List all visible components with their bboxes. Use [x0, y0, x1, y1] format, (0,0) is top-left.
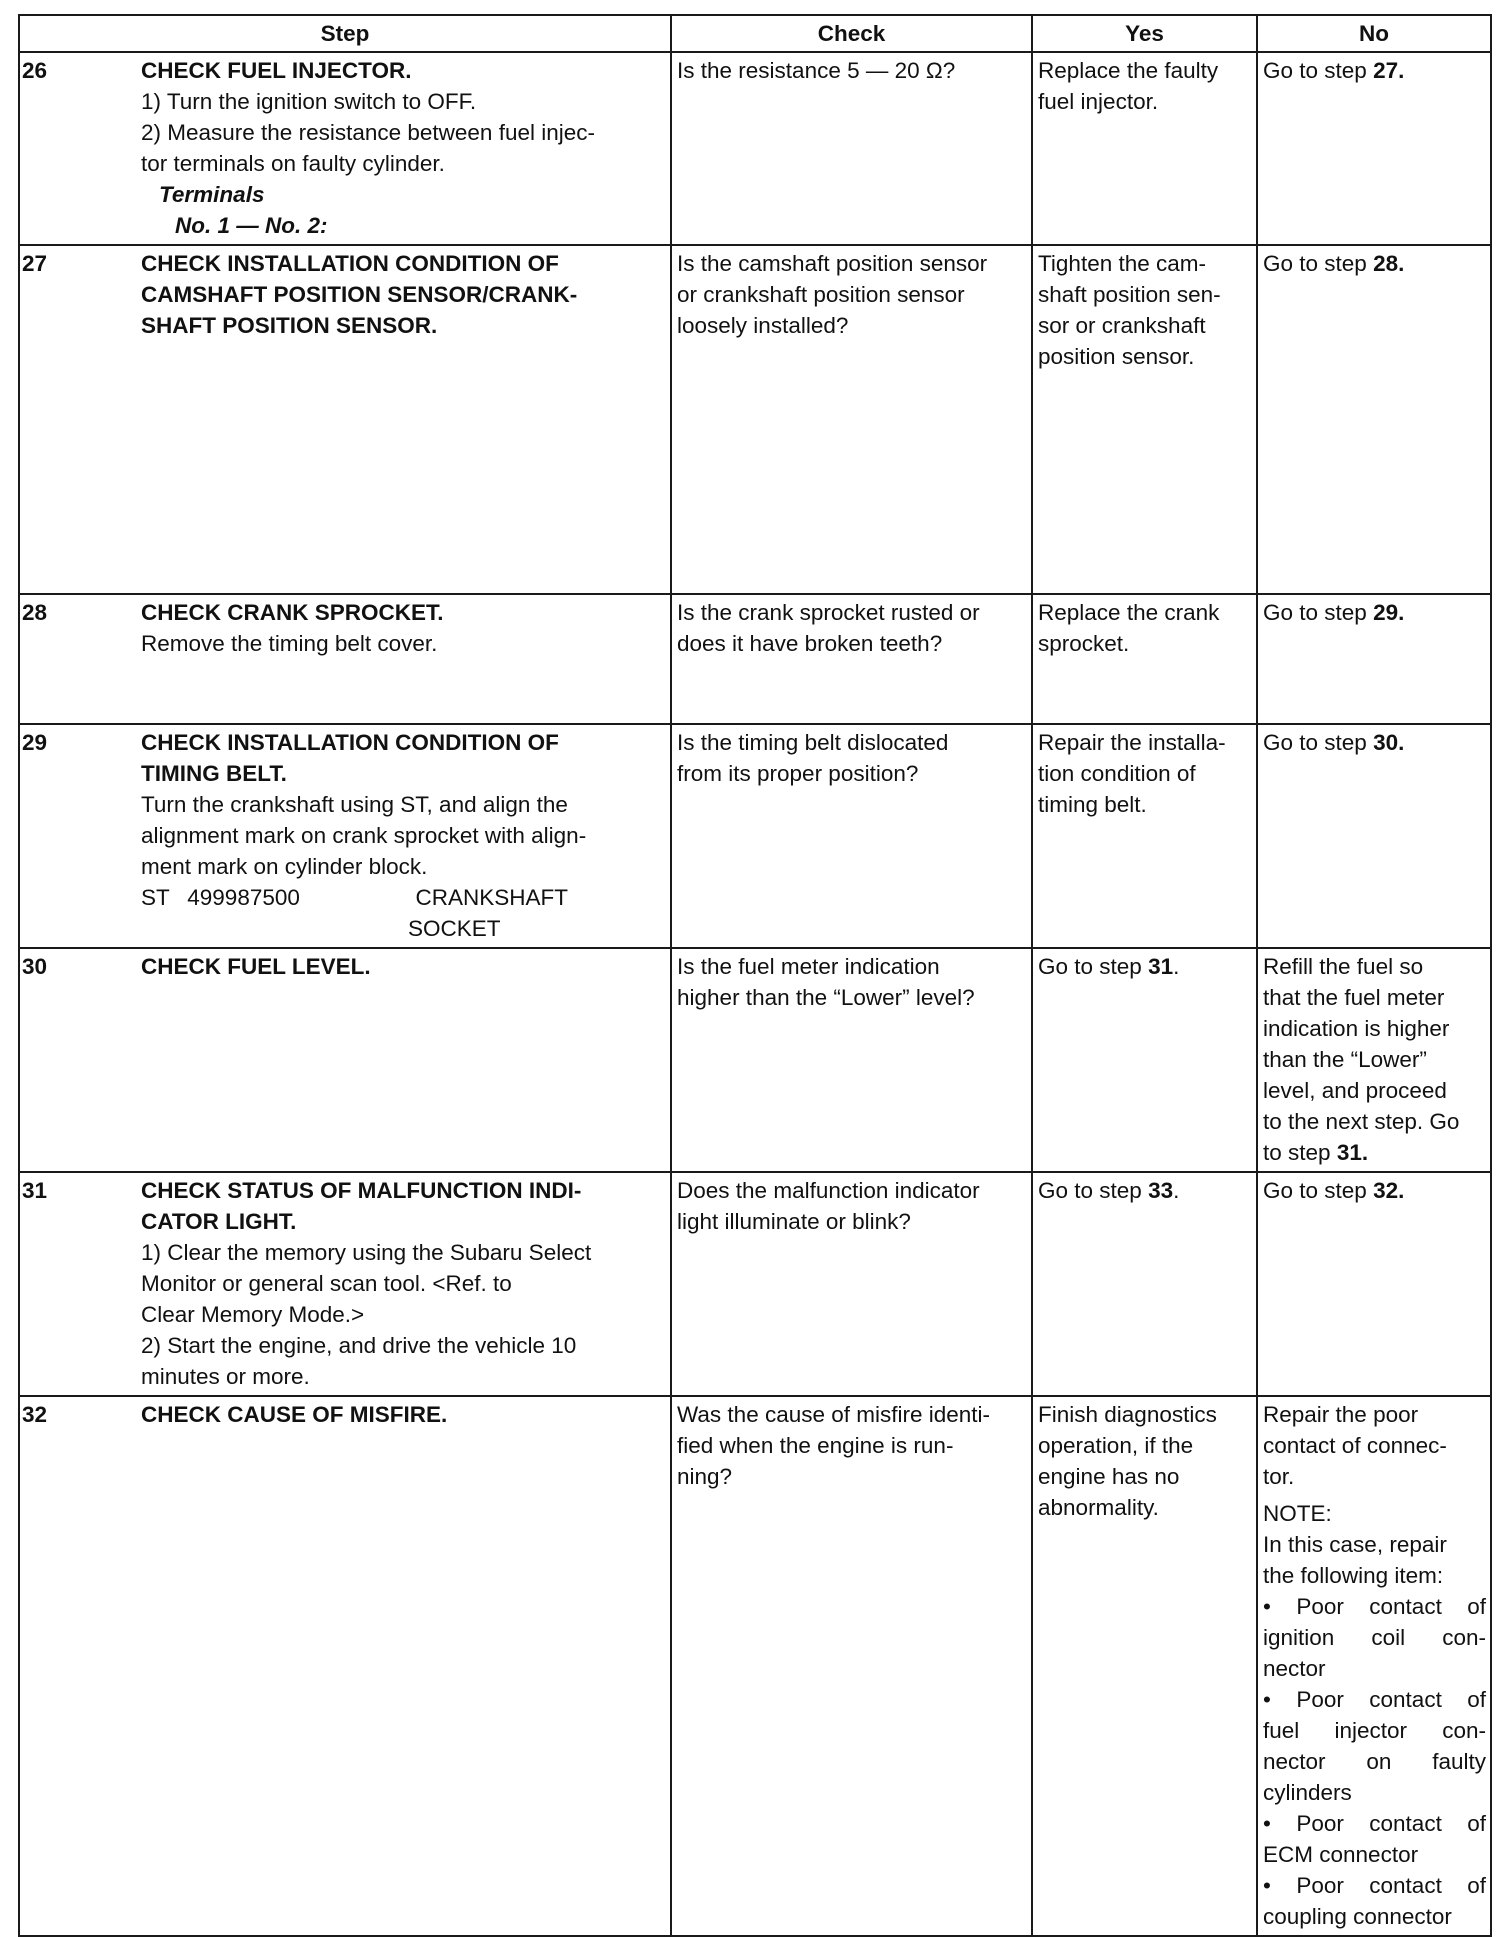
- step-title: CHECK INSTALLATION CONDITION OF: [141, 730, 559, 755]
- step-cell: [139, 594, 671, 724]
- bullet-item: [1263, 1591, 1486, 1684]
- yes-end: .: [1173, 954, 1180, 979]
- step-cell: [139, 1396, 671, 1936]
- yes-line: position sensor.: [1038, 344, 1195, 369]
- step-title: CAMSHAFT POSITION SENSOR/CRANK-: [141, 282, 578, 307]
- no-line: indication is higher: [1263, 1016, 1450, 1041]
- table-row: [19, 594, 1491, 724]
- no-text: Go to step: [1263, 251, 1374, 276]
- check-line: Was the cause of misfire identi-: [677, 1402, 991, 1427]
- yes-line: timing belt.: [1038, 792, 1147, 817]
- bullet-line: nector on faulty: [1263, 1749, 1487, 1774]
- step-cell: [139, 245, 671, 594]
- no-step-ref: 28.: [1373, 251, 1405, 276]
- yes-text: Go to step: [1038, 1178, 1149, 1203]
- bullet-line: ECM connector: [1263, 1842, 1419, 1867]
- bullet-item: [1263, 1684, 1486, 1808]
- no-text: to step: [1263, 1140, 1337, 1165]
- bullet-item: [1263, 1870, 1486, 1932]
- yes-step-ref: 33: [1148, 1178, 1174, 1203]
- st-part-number: 499987500: [187, 885, 300, 910]
- no-cell: [1257, 52, 1491, 245]
- step-title: SHAFT POSITION SENSOR.: [141, 313, 438, 338]
- table-row: [19, 1172, 1491, 1396]
- no-cell: [1257, 724, 1491, 948]
- step-title: CHECK FUEL LEVEL.: [141, 954, 371, 979]
- yes-cell: Replace the faulty fuel injector.: [1032, 52, 1257, 245]
- note-line: In this case, repair: [1263, 1532, 1447, 1557]
- no-text: Go to step: [1263, 600, 1374, 625]
- no-line: to the next step. Go: [1263, 1109, 1460, 1134]
- step-line: alignment mark on crank sprocket with align-: [141, 823, 587, 848]
- note-label: NOTE:: [1263, 1501, 1332, 1526]
- bullet-line: • Poor contact of: [1263, 1811, 1487, 1836]
- table-row: [19, 245, 1491, 594]
- yes-cell: [1032, 1396, 1257, 1936]
- note-line: the following item:: [1263, 1563, 1444, 1588]
- yes-end: .: [1173, 1178, 1180, 1203]
- check-line: light illuminate or blink?: [677, 1209, 911, 1234]
- no-line: Repair the poor: [1263, 1402, 1419, 1427]
- yes-step-ref: 31: [1148, 954, 1174, 979]
- terminals-label: Terminals: [159, 182, 265, 207]
- no-line: level, and proceed: [1263, 1078, 1447, 1103]
- no-line: tor.: [1263, 1464, 1295, 1489]
- no-line: [1263, 1137, 1486, 1168]
- bullet-line: coupling connector: [1263, 1904, 1452, 1929]
- bullet-line: • Poor contact of: [1263, 1594, 1487, 1619]
- check-cell: [671, 245, 1032, 594]
- check-cell: [671, 1172, 1032, 1396]
- yes-line: shaft position sen-: [1038, 282, 1221, 307]
- bullet-item: [1263, 1808, 1486, 1870]
- diagnostic-table: [18, 14, 1492, 1937]
- check-cell: [671, 1396, 1032, 1936]
- header-step: Step: [19, 15, 671, 52]
- yes-cell: [1032, 245, 1257, 594]
- yes-line: sor or crankshaft: [1038, 313, 1206, 338]
- check-line: loosely installed?: [677, 313, 849, 338]
- header-no: No: [1257, 15, 1491, 52]
- table-row: [19, 52, 1491, 245]
- check-line: from its proper position?: [677, 761, 919, 786]
- no-cell: [1257, 948, 1491, 1172]
- no-step-ref: 32.: [1373, 1178, 1405, 1203]
- header-check: Check: [671, 15, 1032, 52]
- yes-line: sprocket.: [1038, 631, 1130, 656]
- bullet-line: nector: [1263, 1656, 1326, 1681]
- table-row: [19, 948, 1491, 1172]
- check-line: fied when the engine is run-: [677, 1433, 954, 1458]
- step-number: 30: [19, 948, 139, 1172]
- check-line: higher than the “Lower” level?: [677, 985, 975, 1010]
- check-line: Is the camshaft position sensor: [677, 251, 988, 276]
- step-cell: [139, 948, 671, 1172]
- header-row: [19, 15, 1491, 52]
- step-line: tor terminals on faulty cylinder.: [141, 151, 445, 176]
- no-cell: [1257, 1396, 1491, 1936]
- check-cell: [671, 948, 1032, 1172]
- yes-line: engine has no: [1038, 1464, 1180, 1489]
- table-row: [19, 1396, 1491, 1936]
- step-line: ment mark on cylinder block.: [141, 854, 428, 879]
- step-title: CHECK INSTALLATION CONDITION OF: [141, 251, 559, 276]
- check-line: ning?: [677, 1464, 733, 1489]
- no-line: that the fuel meter: [1263, 985, 1445, 1010]
- no-cell: [1257, 1172, 1491, 1396]
- step-cell: [139, 724, 671, 948]
- step-title: TIMING BELT.: [141, 761, 287, 786]
- check-cell: Is the resistance 5 — 20 Ω?: [671, 52, 1032, 245]
- yes-cell: [1032, 594, 1257, 724]
- yes-cell: [1032, 1172, 1257, 1396]
- check-line: does it have broken teeth?: [677, 631, 943, 656]
- no-line: contact of connec-: [1263, 1433, 1447, 1458]
- special-tool-row: [141, 882, 666, 913]
- bullet-line: • Poor contact of: [1263, 1873, 1487, 1898]
- no-step-ref: 29.: [1373, 600, 1405, 625]
- yes-line: Replace the crank: [1038, 600, 1220, 625]
- no-text: Go to step: [1263, 58, 1374, 83]
- no-text: Go to step: [1263, 730, 1374, 755]
- check-line: or crankshaft position sensor: [677, 282, 965, 307]
- no-text: Go to step: [1263, 1178, 1374, 1203]
- check-cell: [671, 594, 1032, 724]
- no-step-ref: 27.: [1373, 58, 1405, 83]
- step-line: 2) Start the engine, and drive the vehicle 10: [141, 1333, 577, 1358]
- step-line: 2) Measure the resistance between fuel injec-: [141, 120, 595, 145]
- no-step-ref: 30.: [1373, 730, 1405, 755]
- step-number: 26: [19, 52, 139, 245]
- no-line: Refill the fuel so: [1263, 954, 1424, 979]
- st-name-cont: SOCKET: [408, 916, 501, 941]
- step-title: CHECK STATUS OF MALFUNCTION INDI-: [141, 1178, 582, 1203]
- step-line: Clear Memory Mode.>: [141, 1302, 365, 1327]
- step-title: CATOR LIGHT.: [141, 1209, 297, 1234]
- st-name: CRANKSHAFT: [415, 885, 569, 910]
- step-number: 27: [19, 245, 139, 594]
- yes-line: Finish diagnostics: [1038, 1402, 1217, 1427]
- check-cell: [671, 724, 1032, 948]
- no-line: than the “Lower”: [1263, 1047, 1427, 1072]
- step-title: CHECK CRANK SPROCKET.: [141, 600, 444, 625]
- bullet-line: • Poor contact of: [1263, 1687, 1487, 1712]
- step-title: CHECK FUEL INJECTOR.: [141, 58, 412, 83]
- header-yes: Yes: [1032, 15, 1257, 52]
- terminals-value: No. 1 — No. 2:: [175, 213, 328, 238]
- yes-line: Repair the installa-: [1038, 730, 1226, 755]
- check-line: Is the fuel meter indication: [677, 954, 940, 979]
- step-cell: [139, 1172, 671, 1396]
- check-line: Does the malfunction indicator: [677, 1178, 980, 1203]
- yes-line: abnormality.: [1038, 1495, 1159, 1520]
- yes-cell: [1032, 948, 1257, 1172]
- step-title: CHECK CAUSE OF MISFIRE.: [141, 1402, 448, 1427]
- step-number: 28: [19, 594, 139, 724]
- step-number: 29: [19, 724, 139, 948]
- bullet-line: ignition coil con-: [1263, 1625, 1487, 1650]
- step-line: 1) Clear the memory using the Subaru Select: [141, 1240, 592, 1265]
- yes-line: operation, if the: [1038, 1433, 1194, 1458]
- no-cell: [1257, 594, 1491, 724]
- yes-text: Go to step: [1038, 954, 1149, 979]
- yes-cell: [1032, 724, 1257, 948]
- step-line: Monitor or general scan tool. <Ref. to: [141, 1271, 512, 1296]
- step-line: Remove the timing belt cover.: [141, 631, 438, 656]
- no-cell: [1257, 245, 1491, 594]
- step-line: 1) Turn the ignition switch to OFF.: [141, 89, 477, 114]
- table-row: [19, 724, 1491, 948]
- check-line: Is the timing belt dislocated: [677, 730, 949, 755]
- step-line: minutes or more.: [141, 1364, 310, 1389]
- step-cell: [139, 52, 671, 245]
- step-number: 31: [19, 1172, 139, 1396]
- no-step-ref: 31.: [1336, 1140, 1369, 1165]
- bullet-line: cylinders: [1263, 1780, 1352, 1805]
- yes-line: tion condition of: [1038, 761, 1196, 786]
- yes-line: Tighten the cam-: [1038, 251, 1207, 276]
- bullet-line: fuel injector con-: [1263, 1718, 1487, 1743]
- check-line: Is the crank sprocket rusted or: [677, 600, 980, 625]
- st-label: ST: [141, 885, 170, 910]
- step-line: Turn the crankshaft using ST, and align the: [141, 792, 568, 817]
- step-number: 32: [19, 1396, 139, 1936]
